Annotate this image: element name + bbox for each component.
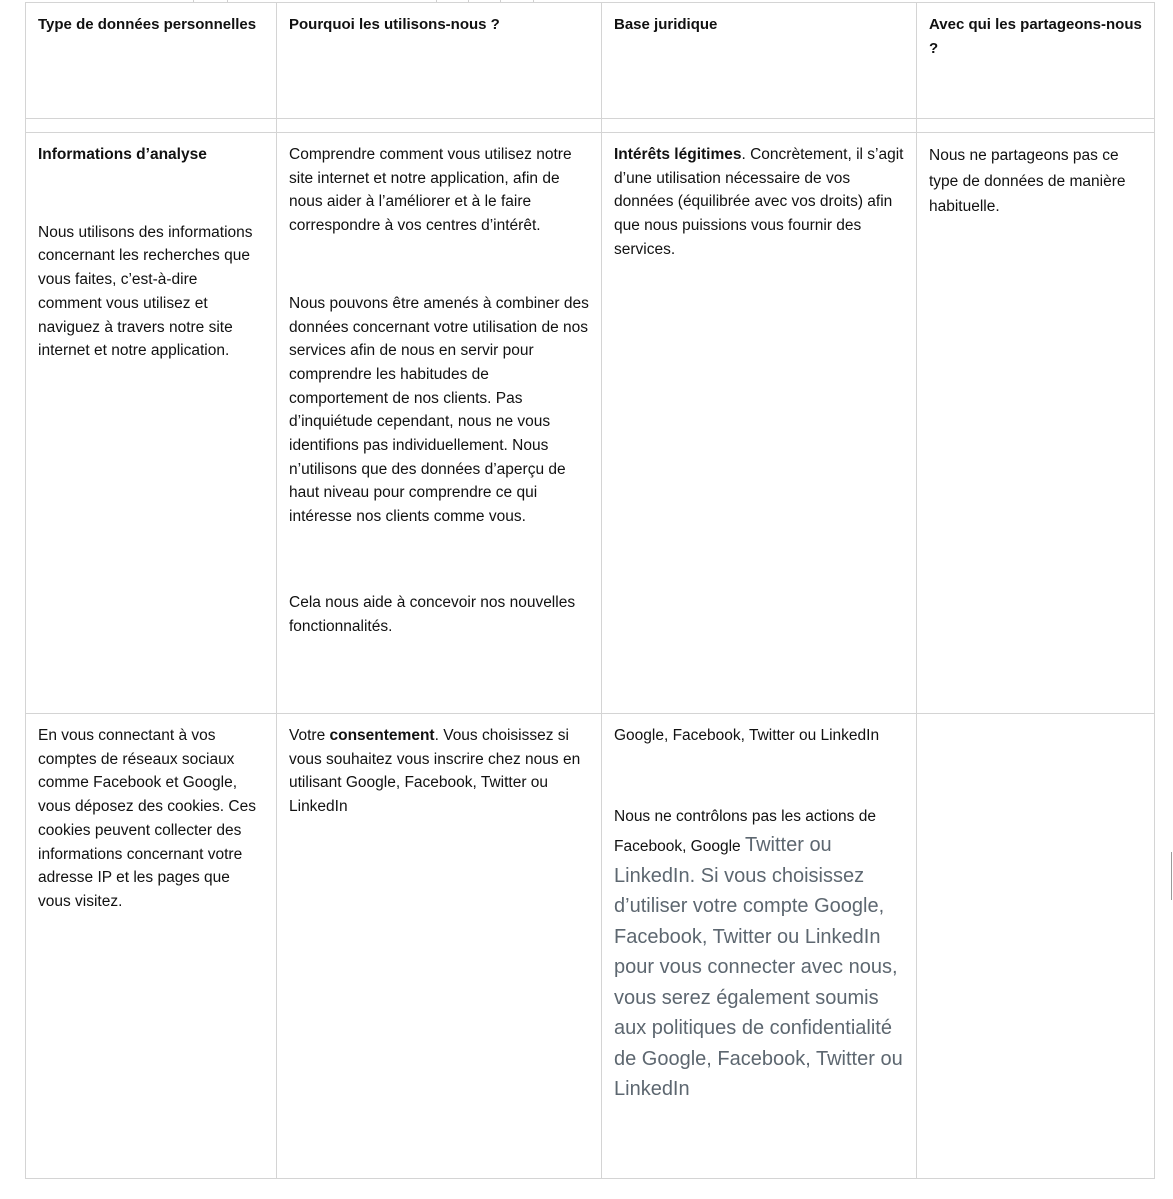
table-row-social-login: [26, 714, 1155, 1179]
spacer-cell: [26, 119, 277, 133]
analytics-why-paragraph-1: Comprendre comment vous utilisez notre site internet et notre application, afin de nous aider à l’améliorer et à le faire correspondre à vos centres d’intérêt.: [289, 146, 572, 235]
social-why-cell: [277, 714, 602, 1179]
spacer-cell: [277, 119, 602, 133]
analytics-type-title: Informations d’analyse: [38, 146, 207, 163]
legal-basis-label: Intérêts légitimes: [614, 146, 742, 163]
right-edge-mark: [1171, 852, 1172, 900]
social-legal-networks: Google, Facebook, Twitter ou LinkedIn: [614, 727, 880, 744]
social-share-cell: [917, 714, 1155, 1179]
analytics-why-paragraph-2: Nous pouvons être amenés à combiner des données concernant votre utilisation de nos services afin de nous en servir pour comprendre les habitudes de comportement de nos clients. Pas d’inquiétude cependant, nous ne vous identifions pas individuellement. Nous n’utilisons que des données d’aperçu de haut niveau pour comprendre ce qui intéresse nos clients comme vous.: [289, 294, 589, 526]
analytics-legal-text: [614, 143, 904, 262]
social-legal-cell: [602, 714, 917, 1179]
disclaimer-normal-text: Nous ne contrôlons pas les actions de Facebook, Google: [614, 807, 876, 856]
privacy-data-table: [25, 2, 1155, 1179]
analytics-share-text: Nous ne partageons pas ce type de données de manière habituelle.: [929, 147, 1126, 215]
social-why-text: [289, 724, 589, 819]
analytics-why-cell: [277, 133, 602, 714]
social-legal-disclaimer: [614, 803, 904, 1106]
consent-label: consentement: [329, 727, 435, 744]
header-cell-why: Pourquoi les utilisons-nous ?: [277, 3, 602, 119]
analytics-type-cell: [26, 133, 277, 714]
disclaimer-large-text: Twitter ou LinkedIn. Si vous choisissez d’utiliser votre compte Google, Facebook, Twitter ou LinkedIn pour vous connecter avec nous, vous serez également soumis aux politiques de confidentialité de Google, Facebook, Twitter ou LinkedIn: [614, 834, 903, 1101]
spacer-cell: [917, 119, 1155, 133]
spacer-cell: [602, 119, 917, 133]
table-header-row: [26, 3, 1155, 119]
legal-basis-explanation: . Concrètement, il s’agit d’une utilisation nécessaire de vos données (équilibrée avec vos droits) afin que nous puissions vous fournir des services.: [614, 146, 904, 258]
header-cell-type: Type de données personnelles: [26, 3, 277, 119]
table-spacer-row: [26, 119, 1155, 133]
header-cell-legal-basis: Base juridique: [602, 3, 917, 119]
consent-explanation: . Vous choisissez si vous souhaitez vous inscrire chez nous en utilisant Google, Facebook, Twitter ou LinkedIn: [289, 727, 581, 816]
table-row-analytics: [26, 133, 1155, 714]
analytics-share-cell: [917, 133, 1155, 714]
social-type-cell: [26, 714, 277, 1179]
header-cell-shared-with: Avec qui les partageons-nous ?: [917, 3, 1155, 119]
social-type-description: En vous connectant à vos comptes de réseaux sociaux comme Facebook et Google, vous déposez des cookies. Ces cookies peuvent collecter des informations concernant votre adresse IP et les pages que vous visitez.: [38, 727, 256, 910]
consent-prefix: Votre: [289, 727, 330, 744]
analytics-type-description: Nous utilisons des informations concernant les recherches que vous faites, c’est-à-dire comment vous utilisez et naviguez à travers notre site internet et notre application.: [38, 223, 253, 360]
analytics-legal-cell: [602, 133, 917, 714]
analytics-why-paragraph-3: Cela nous aide à concevoir nos nouvelles fonctionnalités.: [289, 593, 576, 635]
